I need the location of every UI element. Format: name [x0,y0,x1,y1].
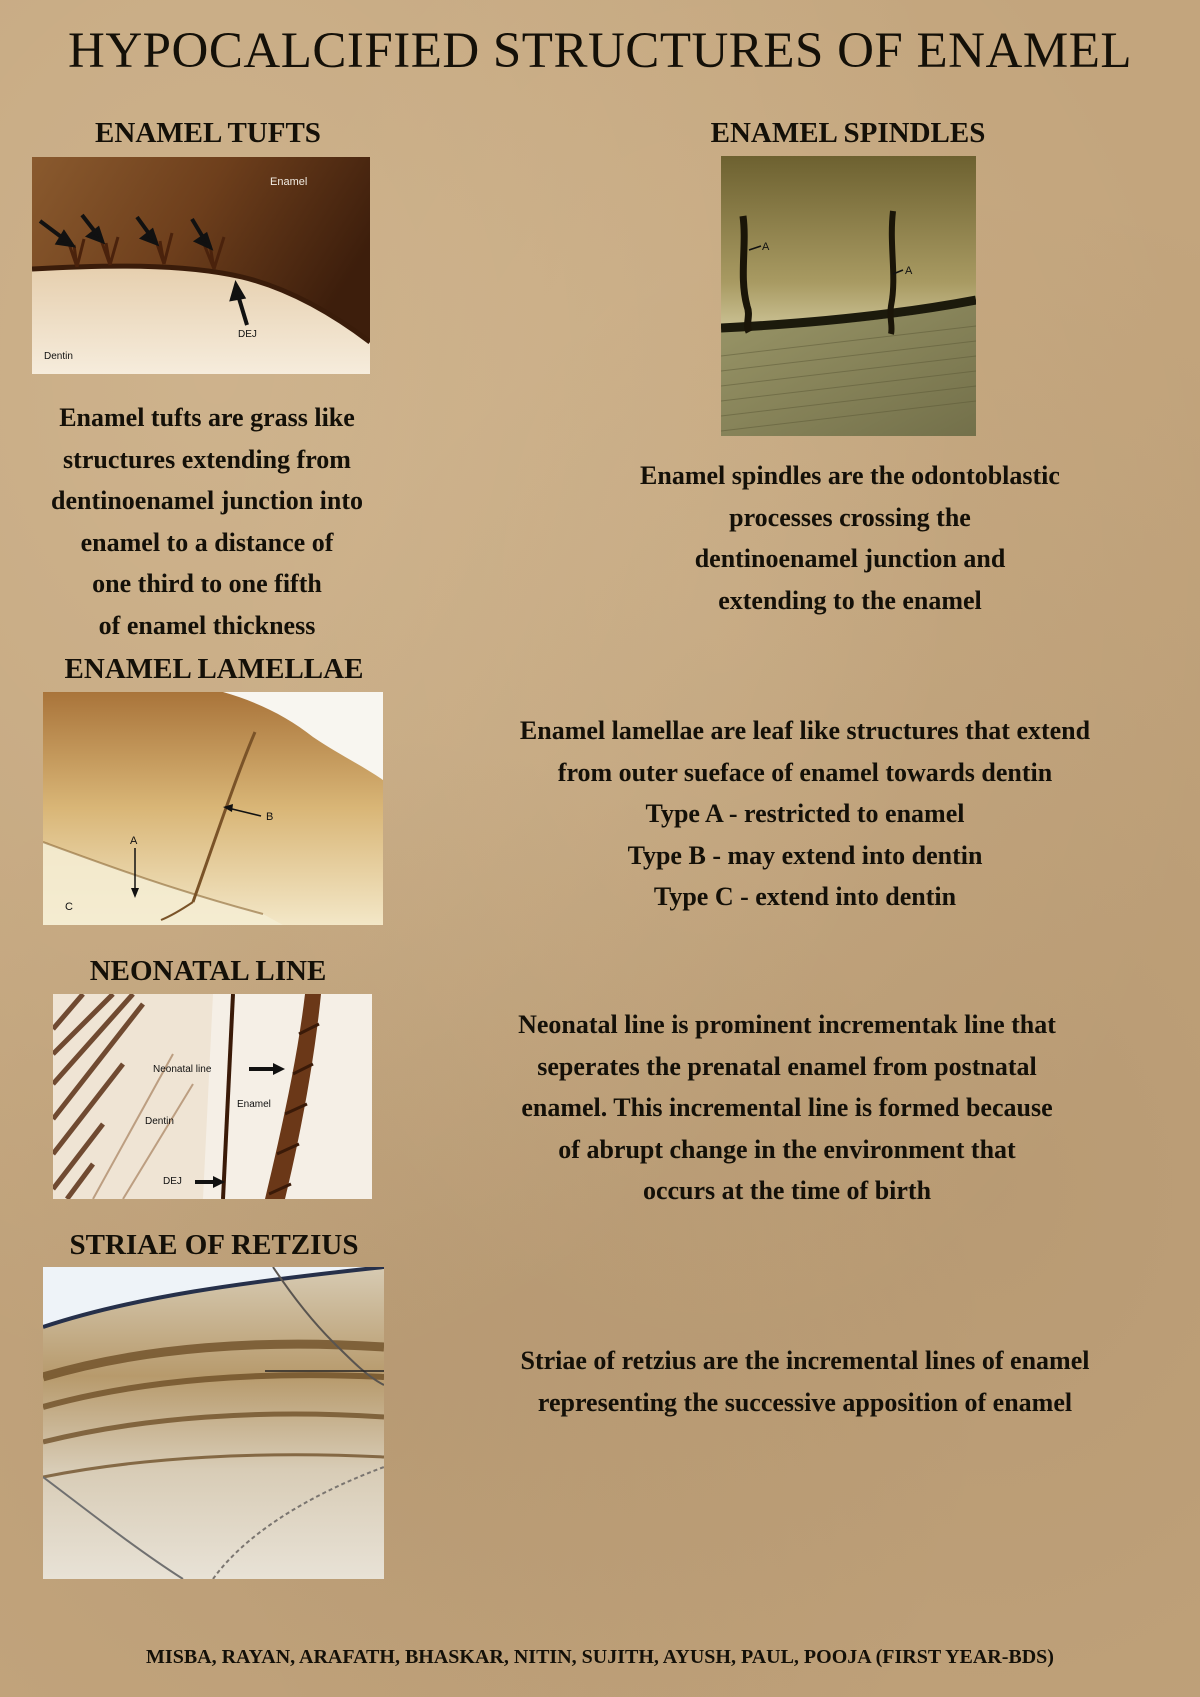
text-line: Enamel lamellae are leaf like structures that extend [519,716,1091,745]
text-line: extending to the enamel [718,585,982,615]
text-line: processes crossing the [729,502,971,532]
enamel-spindles-description [600,455,1100,621]
text-line: seperates the prenatal enamel from postnatal [537,1051,1037,1081]
label-dej: DEJ [163,1176,182,1187]
text-line: from outer sueface of enamel towards dentin [557,757,1053,787]
text-line: one third to one fifth [92,569,322,598]
text-line: Neonatal line is prominent incrementak line that [518,1010,1056,1039]
label-neonatal-line: Neonatal line [153,1064,212,1075]
text-line: enamel. This incremental line is formed because [521,1093,1053,1122]
striae-of-retzius-description [455,1340,1155,1423]
text-line: Enamel tufts are grass like [59,403,355,432]
label-dentin: Dentin [44,351,73,362]
neonatal-line-micrograph [53,994,372,1199]
striae-of-retzius-micrograph [43,1267,384,1579]
text-line: occurs at the time of birth [642,1176,932,1205]
heading-enamel-spindles: ENAMEL SPINDLES [710,117,986,149]
enamel-tufts-micrograph [32,157,370,374]
text-line: of abrupt change in the environment that [558,1134,1016,1164]
label-a-right: A [905,265,913,277]
heading-enamel-tufts: ENAMEL TUFTS [95,117,321,149]
text-line: Type A - restricted to enamel [645,799,965,828]
authors-footer: MISBA, RAYAN, ARAFATH, BHASKAR, NITIN, SUJITH, AYUSH, PAUL, POOJA (FIRST YEAR-BDS) [146,1646,1054,1668]
label-type-b: B [266,811,274,823]
enamel-lamellae-micrograph [43,692,383,925]
label-dentin: Dentin [145,1116,174,1127]
enamel-tufts-description [0,397,414,646]
neonatal-line-description [437,1004,1137,1212]
enamel-spindles-micrograph [721,156,976,436]
label-enamel: Enamel [237,1099,271,1110]
heading-enamel-lamellae: ENAMEL LAMELLAE [64,653,364,685]
text-line: Type B - may extend into dentin [627,840,983,870]
heading-striae-of-retzius: STRIAE OF RETZIUS [69,1229,359,1261]
text-line: enamel to a distance of [80,527,334,557]
text-line: dentinoenamel junction and [694,544,1006,573]
label-type-c: C [65,901,73,913]
text-line: of enamel thickness [98,610,316,640]
enamel-lamellae-description [455,710,1155,918]
text-line: dentinoenamel junction into [50,486,364,515]
text-line: Type C - extend into dentin [653,882,957,911]
heading-neonatal-line: NEONATAL LINE [89,955,327,987]
label-dej: DEJ [238,329,257,340]
label-enamel: Enamel [270,176,308,188]
poster-title: HYPOCALCIFIED STRUCTURES OF ENAMEL [68,23,1132,79]
text-line: Enamel spindles are the odontoblastic [640,461,1060,490]
text-line: representing the successive apposition of enamel [537,1387,1073,1417]
text-line: structures extending from [63,444,351,474]
label-a-left: A [762,241,770,253]
text-line: Striae of retzius are the incremental lines of enamel [520,1346,1090,1375]
label-type-a: A [130,835,138,847]
